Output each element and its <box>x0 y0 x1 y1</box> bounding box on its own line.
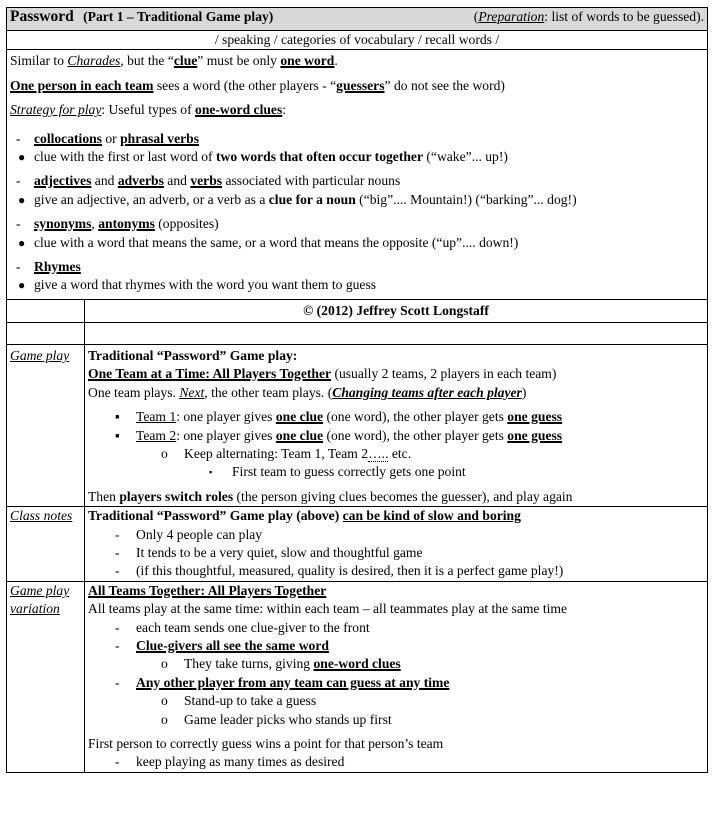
gameplay-title: Traditional “Password” Game play: <box>88 347 298 363</box>
copyright: © (2012) Jeffrey Scott Longstaff <box>85 299 708 322</box>
variation-label-line-2: variation <box>10 601 60 617</box>
intro-line-1: Similar to Charades, but the “clue” must be only one word. <box>10 53 338 69</box>
classnotes-label: Class notes <box>10 508 73 524</box>
variation-label-cell <box>7 581 85 772</box>
bullet-icon: ● <box>18 150 26 165</box>
gameplay-label-cell <box>7 344 85 506</box>
preparation-label: Preparation <box>478 9 545 24</box>
classnotes-label-cell <box>7 507 85 582</box>
worksheet-table <box>6 7 708 773</box>
team-2-rule: ▪ Team 2: one player gives one clue (one word), the other player gets one guess <box>115 427 563 443</box>
strategy-collocations: - collocations or phrasal verbs ● clue with the first or last word of two words that often occur together (“wake”... up!) <box>10 130 704 167</box>
skills-row <box>7 31 708 50</box>
preparation-note: (Preparation: list of words to be guessed). <box>473 9 704 24</box>
skills-text: / speaking / categories of vocabulary / recall words / <box>214 32 500 47</box>
bullet-icon: ● <box>18 278 26 293</box>
page-subtitle: (Part 1 – Traditional Game play) <box>83 9 274 24</box>
classnotes-cell: Traditional “Password” Game play (above) can be kind of slow and boring - Only 4 people can play - It tends to be a very quiet, slow and thoughtful game - (if this thoughtful, measured, quality is desired, then it is a perfect game play!) <box>85 507 708 582</box>
page-title: Password <box>10 8 74 25</box>
strategy-rhymes: - Rhymes ● give a word that rhymes with the word you want them to guess <box>10 258 704 295</box>
strategy-adjectives: - adjectives and adverbs and verbs associated with particular nouns ● give an adjective, an adverb, or a verb as a clue for a noun (“big”.... Mountain!) (“barking”... dog!) <box>10 172 704 209</box>
intro-line-3: Strategy for play: Useful types of one-word clues: <box>10 102 287 118</box>
bullet-icon: ● <box>18 235 26 250</box>
variation-label-line-1: Game play <box>10 582 70 598</box>
variation-cell: All Teams Together: All Players Together All teams play at the same time: within each team – all teammates play at the same time - each team sends one clue-giver to the front - Clue-givers all see the same word o They take turns, giving one-word clues - Any other player from any team can guess at any time o Stand-up to take a guess o Game leader picks who stands up first First person to correctly guess wins a point for that person’s team - keep playing as many times as desired <box>85 581 708 772</box>
intro-line-2: One person in each team sees a word (the other players - “guessers” do not see the word) <box>10 77 505 93</box>
intro-cell <box>7 50 708 299</box>
gameplay-label: Game play <box>10 347 70 363</box>
header-row <box>7 8 708 31</box>
gameplay-cell: Traditional “Password” Game play: One Team at a Time: All Players Together (usually 2 teams, 2 players in each team) One team plays. Next, the other team plays. (Changing teams after each player) ▪ Team 1: one player gives one clue (one word), the other player gets one guess ▪ Team 2: one player gives one clue (one word), the other player gets one guess o Keep alternating: Team 1, Team 2….. etc. ▪ First team to guess correctly gets one point Then players switch roles (the person giving clues becomes the guesser), and play again <box>85 344 708 506</box>
bullet-icon: ● <box>18 192 26 207</box>
strategy-synonyms: - synonyms, antonyms (opposites) ● clue with a word that means the same, or a word that means the opposite (“up”.... down!) <box>10 215 704 252</box>
team-1-rule: ▪ Team 1: one player gives one clue (one word), the other player gets one guess <box>115 409 563 425</box>
